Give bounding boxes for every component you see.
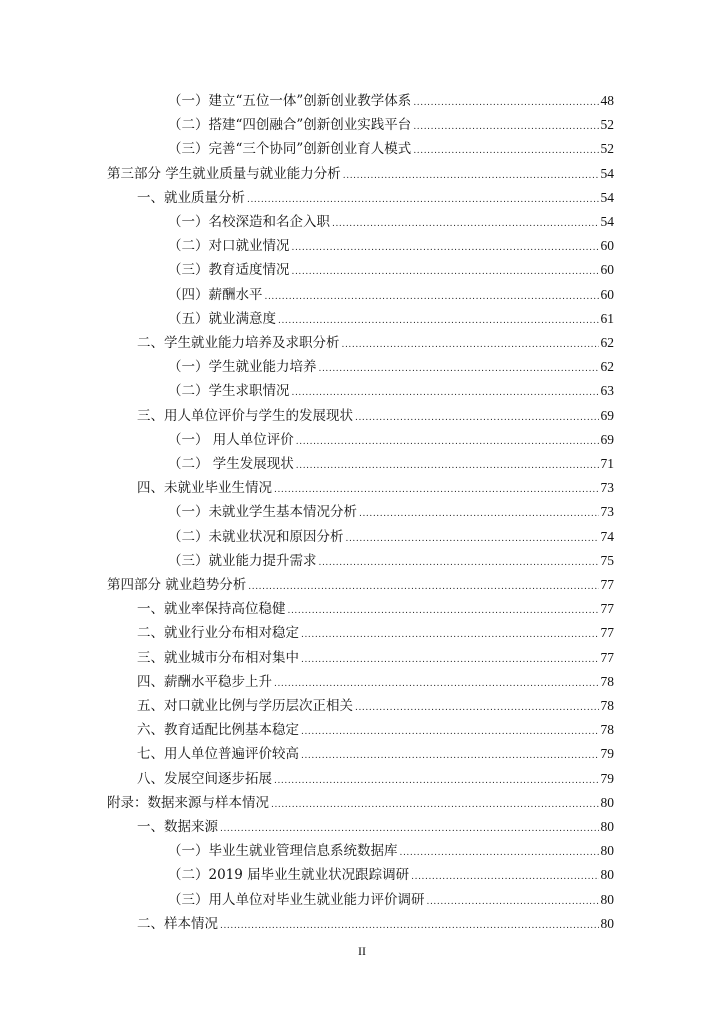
dot-leader — [265, 286, 599, 308]
dot-leader — [292, 237, 599, 259]
toc-entry-title: （二）搭建“四创融合”创新创业实践平台 — [168, 117, 412, 134]
dot-leader — [355, 407, 599, 429]
toc-entry-page-number: 60 — [600, 238, 614, 254]
dot-leader — [319, 358, 599, 380]
toc-entry-title: 五、对口就业比例与学历层次正相关 — [137, 698, 353, 714]
toc-entry[interactable] — [168, 453, 614, 475]
toc-entry-page-number: 78 — [600, 698, 614, 713]
toc-entry-title: （三）就业能力提升需求 — [168, 552, 317, 569]
toc-entry[interactable] — [137, 405, 614, 427]
toc-entry[interactable] — [168, 356, 614, 378]
toc-entry-title: 附录：数据来源与样本情况 — [107, 794, 269, 811]
toc-entry[interactable] — [168, 501, 614, 523]
toc-entry[interactable] — [137, 913, 614, 935]
dot-leader — [301, 745, 599, 767]
toc-entry[interactable] — [137, 477, 614, 499]
toc-entry[interactable] — [168, 114, 614, 136]
toc-entry-title: （二）学生求职情况 — [168, 383, 290, 400]
toc-entry[interactable] — [137, 695, 614, 717]
toc-entry-title: （一）名校深造和名企入职 — [168, 214, 330, 230]
toc-entry[interactable] — [168, 550, 614, 572]
dot-leader — [319, 552, 599, 574]
toc-entry-page-number: 54 — [600, 165, 614, 181]
toc-entry[interactable] — [168, 380, 614, 402]
toc-entry[interactable] — [137, 647, 614, 669]
toc-entry[interactable] — [168, 864, 614, 886]
toc-entry-page-number: 80 — [600, 915, 614, 931]
toc-entry[interactable] — [168, 138, 614, 160]
toc-entry-title: 四、未就业毕业生情况 — [137, 480, 272, 497]
toc-entry-page-number: 52 — [600, 141, 614, 157]
toc-entry-page-number: 80 — [600, 794, 614, 810]
dot-leader — [248, 576, 598, 598]
dot-leader — [343, 165, 599, 187]
toc-entry-title: 第四部分 就业趋势分析 — [107, 577, 247, 593]
toc-entry-title: 第三部分 学生就业质量与就业能力分析 — [107, 165, 341, 182]
toc-entry-title: （一） 用人单位评价 — [168, 431, 294, 448]
toc-entry-title: 二、样本情况 — [137, 915, 218, 932]
toc-entry[interactable] — [168, 284, 614, 306]
toc-entry-title: 三、就业城市分布相对集中 — [137, 649, 299, 666]
toc-entry-page-number: 48 — [600, 93, 614, 108]
toc-entry-page-number: 79 — [600, 746, 614, 762]
toc-entry-page-number: 77 — [600, 625, 614, 641]
toc-entry-title: （二）未就业状况和原因分析 — [168, 528, 344, 545]
toc-entry-page-number: 52 — [600, 117, 614, 133]
toc-entry[interactable] — [168, 211, 614, 233]
toc-entry-title: （二）2019 届毕业生就业状况跟踪调研 — [168, 867, 410, 884]
toc-entry[interactable] — [107, 792, 614, 814]
toc-entry[interactable] — [137, 768, 614, 790]
dot-leader — [247, 189, 599, 211]
toc-entry-page-number: 77 — [600, 601, 614, 617]
dot-leader — [271, 794, 599, 816]
toc-entry-title: （三）用人单位对毕业生就业能力评价调研 — [168, 891, 425, 908]
toc-entry-page-number: 54 — [600, 214, 614, 229]
toc-entry-title: 六、教育适配比例基本稳定 — [137, 722, 299, 739]
toc-entry-page-number: 80 — [600, 867, 614, 883]
toc-entry-title: 八、发展空间逐步拓展 — [137, 770, 272, 787]
dot-leader — [288, 600, 599, 622]
toc-entry-title: （五）就业满意度 — [168, 310, 276, 327]
toc-entry[interactable] — [137, 816, 614, 838]
toc-entry-page-number: 80 — [600, 843, 614, 859]
toc-entry-title: （一）毕业生就业管理信息系统数据库 — [168, 843, 398, 860]
toc-entry[interactable] — [168, 840, 614, 862]
toc-entry-page-number: 63 — [600, 383, 614, 399]
toc-entry-page-number: 80 — [600, 819, 614, 834]
toc-entry[interactable] — [137, 743, 614, 765]
dot-leader — [342, 334, 599, 356]
toc-entry-page-number: 60 — [600, 262, 614, 278]
dot-leader — [411, 866, 598, 888]
dot-leader — [278, 310, 599, 332]
dot-leader — [346, 528, 599, 550]
toc-entry-page-number: 77 — [600, 649, 614, 665]
dot-leader — [292, 382, 599, 404]
toc-entry-page-number: 69 — [600, 431, 614, 447]
toc-entry[interactable] — [168, 526, 614, 548]
toc-entry-page-number: 62 — [600, 335, 614, 350]
toc-entry-page-number: 80 — [600, 891, 614, 907]
toc-entry-page-number: 74 — [600, 528, 614, 544]
dot-leader — [292, 261, 599, 283]
toc-entry-title: 二、学生就业能力培养及求职分析 — [137, 335, 340, 351]
dot-leader — [413, 92, 598, 114]
toc-entry-page-number: 61 — [600, 310, 614, 326]
toc-entry[interactable] — [137, 187, 614, 209]
dot-leader — [220, 818, 599, 840]
toc-entry[interactable] — [168, 235, 614, 257]
toc-entry-page-number: 73 — [600, 504, 614, 520]
toc-entry-title: 二、就业行业分布相对稳定 — [137, 625, 299, 642]
toc-entry-title: （一）未就业学生基本情况分析 — [168, 504, 357, 521]
dot-leader — [301, 649, 599, 671]
toc-entry-title: （一）建立“五位一体”创新创业教学体系 — [168, 93, 412, 109]
toc-entry-page-number: 78 — [600, 673, 614, 689]
toc-entry-page-number: 73 — [600, 480, 614, 496]
toc-entry-page-number: 79 — [600, 770, 614, 786]
dot-leader — [359, 503, 599, 525]
dot-leader — [296, 431, 599, 453]
toc-entry-page-number: 62 — [600, 359, 614, 375]
dot-leader — [355, 697, 599, 719]
toc-entry[interactable] — [168, 889, 614, 911]
dot-leader — [400, 842, 599, 864]
dot-leader — [274, 770, 599, 792]
toc-entry-page-number: 54 — [600, 189, 614, 205]
toc-entry-title: （二）对口就业情况 — [168, 238, 290, 255]
toc-entry-page-number: 71 — [600, 456, 614, 471]
toc-entry[interactable] — [107, 163, 614, 185]
toc-entry[interactable] — [168, 429, 614, 451]
toc-entry[interactable] — [137, 622, 614, 644]
toc-entry-title: 七、用人单位普遍评价较高 — [137, 746, 299, 763]
toc-entry-title: 一、就业质量分析 — [137, 189, 245, 206]
toc-entry-title: （三）完善“三个协同”创新创业育人模式 — [168, 141, 412, 158]
toc-entry-page-number: 77 — [600, 577, 614, 592]
dot-leader — [274, 479, 599, 501]
dot-leader — [296, 455, 599, 477]
toc-entry-title: 一、数据来源 — [137, 819, 218, 835]
toc-entry[interactable] — [137, 719, 614, 741]
toc-entry[interactable] — [137, 671, 614, 693]
dot-leader — [427, 891, 599, 913]
dot-leader — [220, 915, 599, 937]
toc-entry[interactable] — [168, 259, 614, 281]
toc-entry-page-number: 60 — [600, 286, 614, 302]
toc-entry-title: （一）学生就业能力培养 — [168, 359, 317, 376]
toc-entry[interactable] — [137, 598, 614, 620]
toc-entry-title: （四）薪酬水平 — [168, 286, 263, 303]
toc-entry-page-number: 69 — [600, 407, 614, 423]
toc-entry[interactable] — [137, 332, 614, 354]
dot-leader — [413, 140, 598, 162]
toc-entry-title: 四、薪酬水平稳步上升 — [137, 673, 272, 690]
toc-entry-page-number: 78 — [600, 722, 614, 738]
toc-entry-title: （三）教育适度情况 — [168, 262, 290, 279]
dot-leader — [332, 213, 599, 235]
toc-entry-title: 一、就业率保持高位稳健 — [137, 601, 286, 618]
dot-leader — [301, 721, 599, 743]
toc-entry[interactable] — [168, 308, 614, 330]
toc-entry-title: 三、用人单位评价与学生的发展现状 — [137, 407, 353, 424]
dot-leader — [274, 673, 599, 695]
toc-entry-title: （二） 学生发展现状 — [168, 456, 294, 472]
toc-entry-page-number: 75 — [600, 552, 614, 568]
toc-entry[interactable] — [168, 90, 614, 112]
dot-leader — [301, 624, 599, 646]
toc-entry[interactable] — [107, 574, 614, 596]
dot-leader — [413, 116, 598, 138]
page-number-footer: II — [358, 944, 366, 958]
